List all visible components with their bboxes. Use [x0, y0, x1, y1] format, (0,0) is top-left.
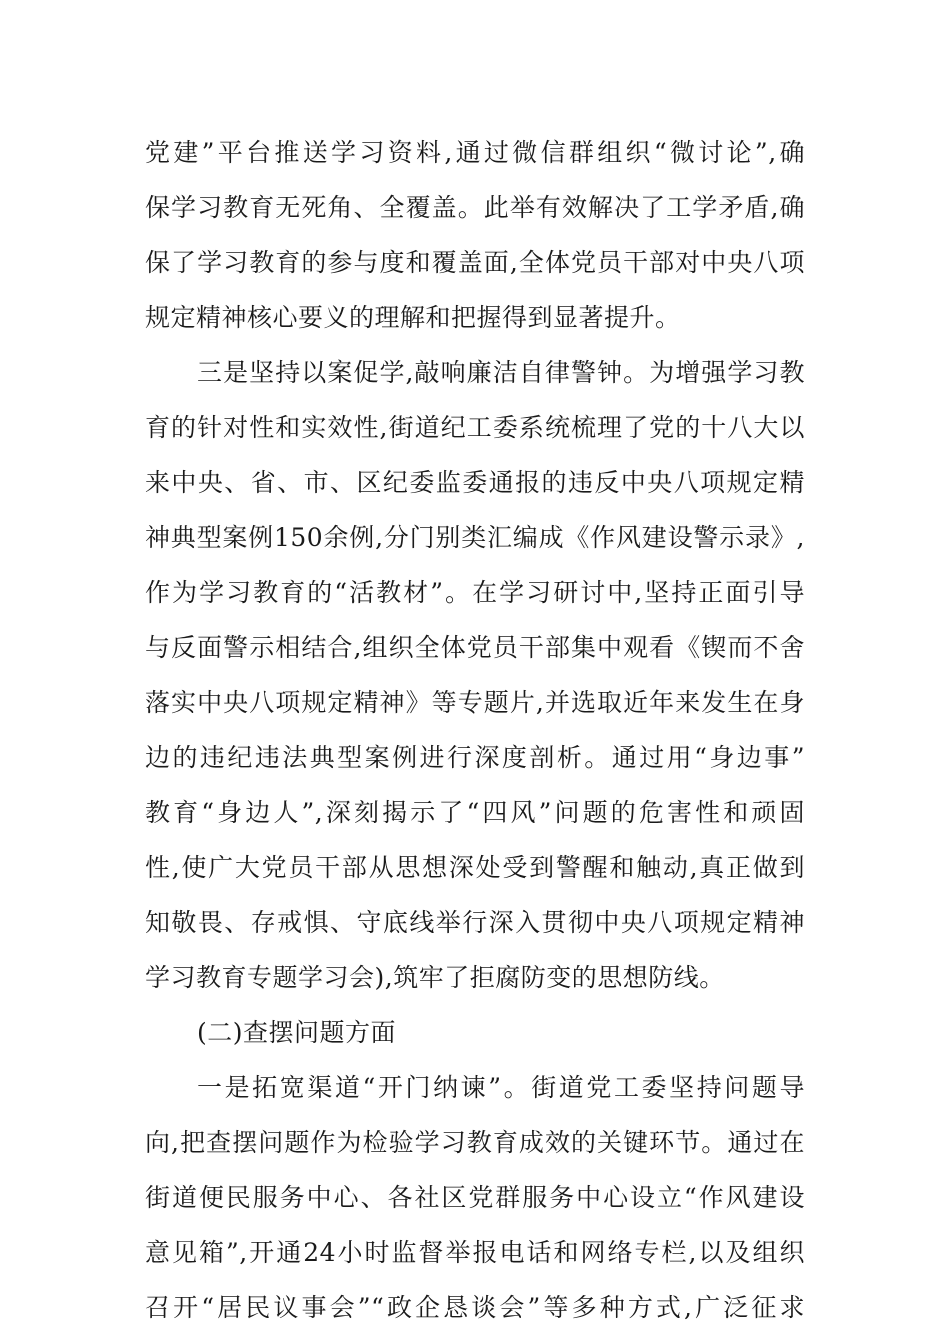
paragraph-line: 来中央、省、市、区纪委监委通报的违反中央八项规定精 [145, 468, 805, 497]
paragraph-line: 意见箱”,开通24小时监督举报电话和网络专栏,以及组织 [145, 1238, 805, 1267]
paragraph-line: 教育“身边人”,深刻揭示了“四风”问题的危害性和顽固 [145, 798, 805, 827]
paragraph-line: 学习教育专题学习会),筑牢了拒腐防变的思想防线。 [145, 963, 725, 992]
paragraph-line: 召开“居民议事会”“政企恳谈会”等多种方式,广泛征求 [145, 1293, 805, 1322]
paragraph-line: 街道便民服务中心、各社区党群服务中心设立“作风建设 [145, 1183, 805, 1212]
paragraph-line: 性,使广大党员干部从思想深处受到警醒和触动,真正做到 [145, 853, 805, 882]
paragraph-line: 保学习教育无死角、全覆盖。此举有效解决了工学矛盾,确 [145, 193, 805, 222]
paragraph-line: 神典型案例150余例,分门别类汇编成《作风建设警示录》, [145, 523, 805, 552]
paragraph-line: 一是拓宽渠道“开门纳谏”。街道党工委坚持问题导 [197, 1073, 805, 1102]
paragraph-line: 向,把查摆问题作为检验学习教育成效的关键环节。通过在 [145, 1128, 805, 1157]
paragraph-line: 作为学习教育的“活教材”。在学习研讨中,坚持正面引导 [145, 578, 805, 607]
paragraph-line: 三是坚持以案促学,敲响廉洁自律警钟。为增强学习教 [197, 358, 805, 387]
section-heading: (二)查摆问题方面 [197, 1018, 397, 1047]
paragraph-line: 规定精神核心要义的理解和把握得到显著提升。 [145, 303, 681, 332]
paragraph-line: 与反面警示相结合,组织全体党员干部集中观看《锲而不舍 [145, 633, 805, 662]
paragraph-line: 保了学习教育的参与度和覆盖面,全体党员干部对中央八项 [145, 248, 805, 277]
paragraph-line: 落实中央八项规定精神》等专题片,并选取近年来发生在身 [145, 688, 805, 717]
paragraph-line: 党建”平台推送学习资料,通过微信群组织“微讨论”,确 [145, 138, 805, 167]
paragraph-line: 育的针对性和实效性,街道纪工委系统梳理了党的十八大以 [145, 413, 805, 442]
paragraph-line: 边的违纪违法典型案例进行深度剖析。通过用“身边事” [145, 743, 805, 772]
paragraph-line: 知敬畏、存戒惧、守底线举行深入贯彻中央八项规定精神 [145, 908, 805, 937]
